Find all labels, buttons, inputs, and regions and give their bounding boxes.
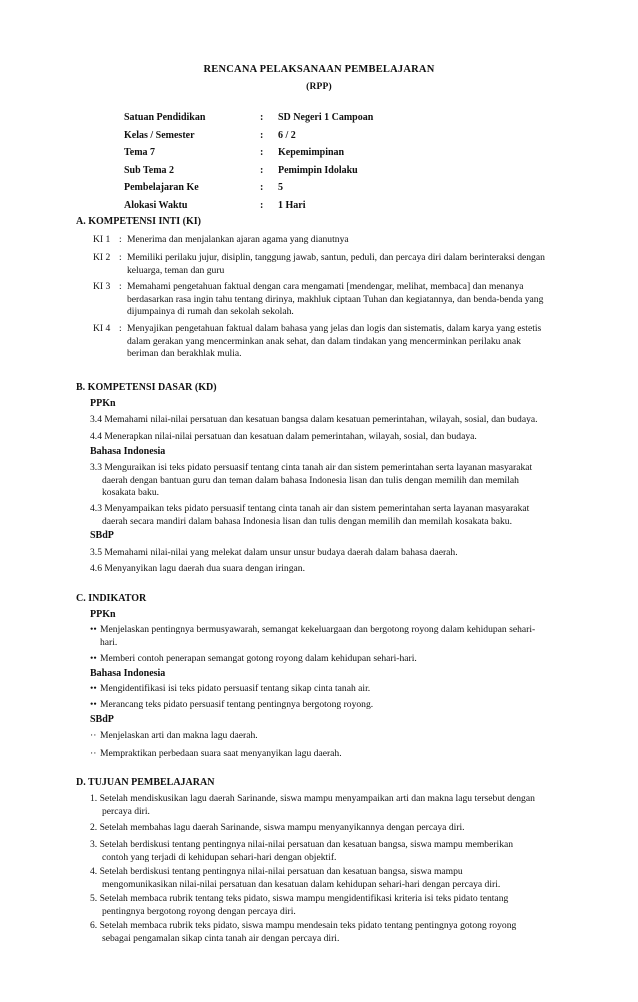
- objective-item: [90, 822, 593, 835]
- bullet-icon: ··: [90, 730, 97, 741]
- ki-text-line: keluarga, teman dan guru: [127, 264, 225, 276]
- section-c-heading: C. INDIKATOR: [76, 593, 147, 604]
- kd-text-line: 3.3 Menguraikan isi teks pidato persuasif tentang cinta tanah air dan sistem pemerintahan serta layanan masyarakat: [90, 462, 533, 473]
- identity-value: 5: [278, 182, 283, 193]
- indicator-text-line: Menjelaskan arti dan makna lagu daerah.: [100, 730, 258, 741]
- document-title: RENCANA PELAKSANAAN PEMBELAJARAN: [203, 64, 435, 75]
- indicator-text-line: Menjelaskan pentingnya bermusyawarah, semangat kekeluargaan dan bergotong royong dalam kehidupan sehari-: [100, 624, 536, 635]
- identity-row: [124, 112, 373, 130]
- identity-sep: :: [260, 199, 264, 211]
- identity-sep: :: [260, 129, 264, 141]
- identity-label: Pembelajaran Ke: [124, 182, 199, 193]
- identity-row: [124, 165, 373, 183]
- indicator-item: [90, 748, 593, 761]
- ki-label: KI 4: [93, 323, 111, 334]
- ki-label: KI 1: [93, 234, 111, 245]
- bullet-icon: ··: [90, 748, 97, 759]
- identity-label: Satuan Pendidikan: [124, 112, 206, 123]
- identity-sep: :: [260, 164, 264, 176]
- section-d-heading: D. TUJUAN PEMBELAJARAN: [76, 777, 215, 788]
- ki-item: KI 3 : Memahami pengetahuan faktual dengan cara mengamati [mendengar, melihat, membaca] dan menanya berdasarkan rasa ingin tahu tentang dirinya, makhluk ciptaan Tuhan dan kegiatannya, dan benda-benda yang dijumpainya di rumah dan sekolah sekolah.: [93, 281, 593, 319]
- kd-subject-bahasa-indonesia: Bahasa Indonesia: [90, 446, 166, 457]
- objective-text-line: 4. Setelah berdiskusi tentang pentingnya nilai-nilai persatuan dan kesatuan bangsa, siswa mampu: [90, 866, 463, 877]
- objective-text-line: percaya diri.: [102, 805, 150, 817]
- objective-text-line: 3. Setelah berdiskusi tentang pentingnya nilai-nilai persatuan dan kesatuan bangsa, siswa mampu memberikan: [90, 839, 514, 850]
- objective-text-line: sebagai pengamalan sikap cinta tanah air dengan percaya diri.: [102, 932, 340, 944]
- objective-text-line: 1. Setelah mendiskusikan lagu daerah Sarinande, siswa mampu menyampaikan arti dan makna lagu tersebut dengan: [90, 793, 535, 804]
- identity-value: Kepemimpinan: [278, 147, 345, 158]
- kd-text-line: 3.4 Memahami nilai-nilai persatuan dan kesatuan bangsa dalam kesatuan pemerintahan, wilayah, sosial, dan budaya.: [90, 414, 538, 425]
- ki-label: KI 2: [93, 252, 111, 263]
- indicator-item: [90, 683, 593, 696]
- ki-text-line: beriman dan berakhlak mulia.: [127, 348, 242, 359]
- ki-text-line: dalam gerakan yang mencerminkan anak sehat, dan dalam tindakan yang mencerminkan perilaku anak: [127, 335, 521, 347]
- ki-item: KI 1 : Menerima dan menjalankan ajaran agama yang dianutnya: [93, 234, 349, 245]
- bullet-icon: ••: [90, 653, 97, 664]
- ki-item: KI 2 : Memiliki perilaku jujur, disiplin, tanggung jawab, santun, peduli, dan percaya diri dalam berinteraksi dengan keluarga, teman dan guru: [93, 252, 593, 277]
- indicator-text-line: Merancang teks pidato persuasif tentang pentingnya bergotong royong.: [100, 699, 374, 710]
- kd-item: [90, 503, 593, 528]
- kd-item: [90, 414, 593, 427]
- identity-value: Pemimpin Idolaku: [278, 164, 358, 176]
- ki-item: KI 4 : Menyajikan pengetahuan faktual dalam bahasa yang jelas dan logis dan sistematis, dalam karya yang estetis dalam gerakan yang mencerminkan anak sehat, dan dalam tindakan yang mencerminkan perilaku anak beriman dan berakhlak mulia.: [93, 323, 593, 361]
- identity-value: SD Negeri 1 Campoan: [278, 112, 374, 123]
- indicator-item: [90, 624, 593, 649]
- objective-text-line: mengomunikasikan nilai-nilai persatuan dan kesatuan dalam kehidupan sehari-hari dengan percaya diri.: [102, 878, 501, 890]
- objective-text-line: contoh yang terjadi di kehidupan sehari-hari dengan objektif.: [102, 851, 337, 863]
- identity-label: Kelas / Semester: [124, 129, 195, 141]
- indicator-text-line: Mempraktikan perbedaan suara saat menyanyikan lagu daerah.: [100, 748, 342, 759]
- bullet-icon: ••: [90, 624, 97, 635]
- ki-text-line: berdasarkan rasa ingin tahu tentang dirinya, makhluk ciptaan Tuhan dan kegiatannya, dan benda-benda yang: [127, 293, 544, 305]
- kd-text-line: kosakata baku.: [102, 487, 160, 498]
- identity-label: Alokasi Waktu: [124, 199, 188, 211]
- kd-subject-sbdp: SBdP: [90, 530, 114, 541]
- indicator-text-line: Mengidentifikasi isi teks pidato persuasif tentang sikap cinta tanah air.: [100, 683, 371, 694]
- kd-item: [90, 547, 593, 560]
- ki-text-line: Memiliki perilaku jujur, disiplin, tanggung jawab, santun, peduli, dan percaya diri dalam berinteraksi dengan: [127, 252, 545, 263]
- identity-row: [124, 130, 373, 148]
- objective-item: [90, 893, 593, 918]
- ki-label: KI 3: [93, 281, 111, 292]
- indicator-subject-sbdp: SBdP: [90, 714, 114, 725]
- kd-text-line: daerah secara mandiri dalam bahasa Indonesia lisan dan tulis dengan memilih dan memilah kosakata baku.: [102, 515, 512, 527]
- identity-sep: :: [260, 147, 264, 158]
- objective-text-line: pentingnya bergotong royong dengan percaya diri.: [102, 905, 296, 917]
- objective-text-line: 5. Setelah membaca rubrik tentang teks pidato, siswa mampu mengidentifikasi kriteria isi teks pidato tentang: [90, 893, 509, 904]
- bullet-icon: ••: [90, 683, 97, 694]
- kd-subject-ppkn: PPKn: [90, 398, 116, 409]
- identity-row: [124, 182, 373, 200]
- kd-item: [90, 431, 593, 444]
- section-b-heading: B. KOMPETENSI DASAR (KD): [76, 382, 217, 393]
- kd-text-line: 3.5 Memahami nilai-nilai yang melekat dalam unsur unsur budaya daerah dalam bahasa daerah.: [90, 547, 458, 558]
- kd-text-line: 4.6 Menyanyikan lagu daerah dua suara dengan iringan.: [90, 563, 305, 574]
- indicator-subject-bahasa-indonesia: Bahasa Indonesia: [90, 668, 166, 679]
- kd-item: [90, 563, 593, 576]
- kd-text-line: daerah dengan bantuan guru dan teman dalam bahasa Indonesia lisan dan tulis dengan memilih dan memilah: [102, 474, 519, 486]
- kd-text-line: 4.3 Menyampaikan teks pidato persuasif tentang cinta tanah air dan sistem pemerintahan serta layanan masyarakat: [90, 503, 530, 514]
- identity-sep: :: [260, 182, 264, 193]
- identity-label: Sub Tema 2: [124, 164, 175, 176]
- objective-text-line: 6. Setelah membaca rubrik teks pidato, siswa mampu mendesain teks pidato tentang pentingnya gotong royong: [90, 920, 517, 931]
- kd-text-line: 4.4 Menerapkan nilai-nilai persatuan dan kesatuan dalam pemerintahan, wilayah, sosial, dan budaya.: [90, 431, 477, 442]
- objective-item: [90, 920, 593, 945]
- bullet-icon: ••: [90, 699, 97, 710]
- section-a-heading: A. KOMPETENSI INTI (KI): [76, 216, 202, 227]
- objective-item: [90, 866, 593, 891]
- identity-sep: :: [260, 112, 264, 123]
- ki-text-line: Memahami pengetahuan faktual dengan cara mengamati [mendengar, melihat, membaca] dan menanya: [127, 281, 524, 292]
- indicator-item: [90, 730, 593, 743]
- indicator-item: [90, 699, 593, 712]
- document-subtitle: (RPP): [306, 82, 332, 92]
- indicator-text-line: Memberi contoh penerapan semangat gotong royong dalam kehidupan sehari-hari.: [100, 653, 417, 664]
- indicator-subject-ppkn: PPKn: [90, 609, 116, 620]
- identity-label: Tema 7: [124, 147, 156, 158]
- identity-row: [124, 200, 373, 218]
- identity-value: 1 Hari: [278, 199, 306, 211]
- ki-text-line: Menerima dan menjalankan ajaran agama yang dianutnya: [127, 234, 349, 245]
- ki-text-line: dijumpainya di rumah dan sekolah sekolah.: [127, 306, 294, 317]
- indicator-text-line: hari.: [100, 636, 118, 648]
- indicator-item: [90, 653, 593, 666]
- identity-row: [124, 147, 373, 165]
- objective-item: [90, 793, 593, 818]
- objective-item: [90, 839, 593, 864]
- ki-text-line: Menyajikan pengetahuan faktual dalam bahasa yang jelas dan logis dan sistematis, dalam karya yang estetis: [127, 323, 542, 334]
- identity-value: 6 / 2: [278, 129, 296, 141]
- identity-table: [124, 112, 373, 217]
- kd-item: [90, 462, 593, 500]
- objective-text-line: 2. Setelah membahas lagu daerah Sarinande, siswa mampu menyanyikannya dengan percaya diri.: [90, 822, 465, 833]
